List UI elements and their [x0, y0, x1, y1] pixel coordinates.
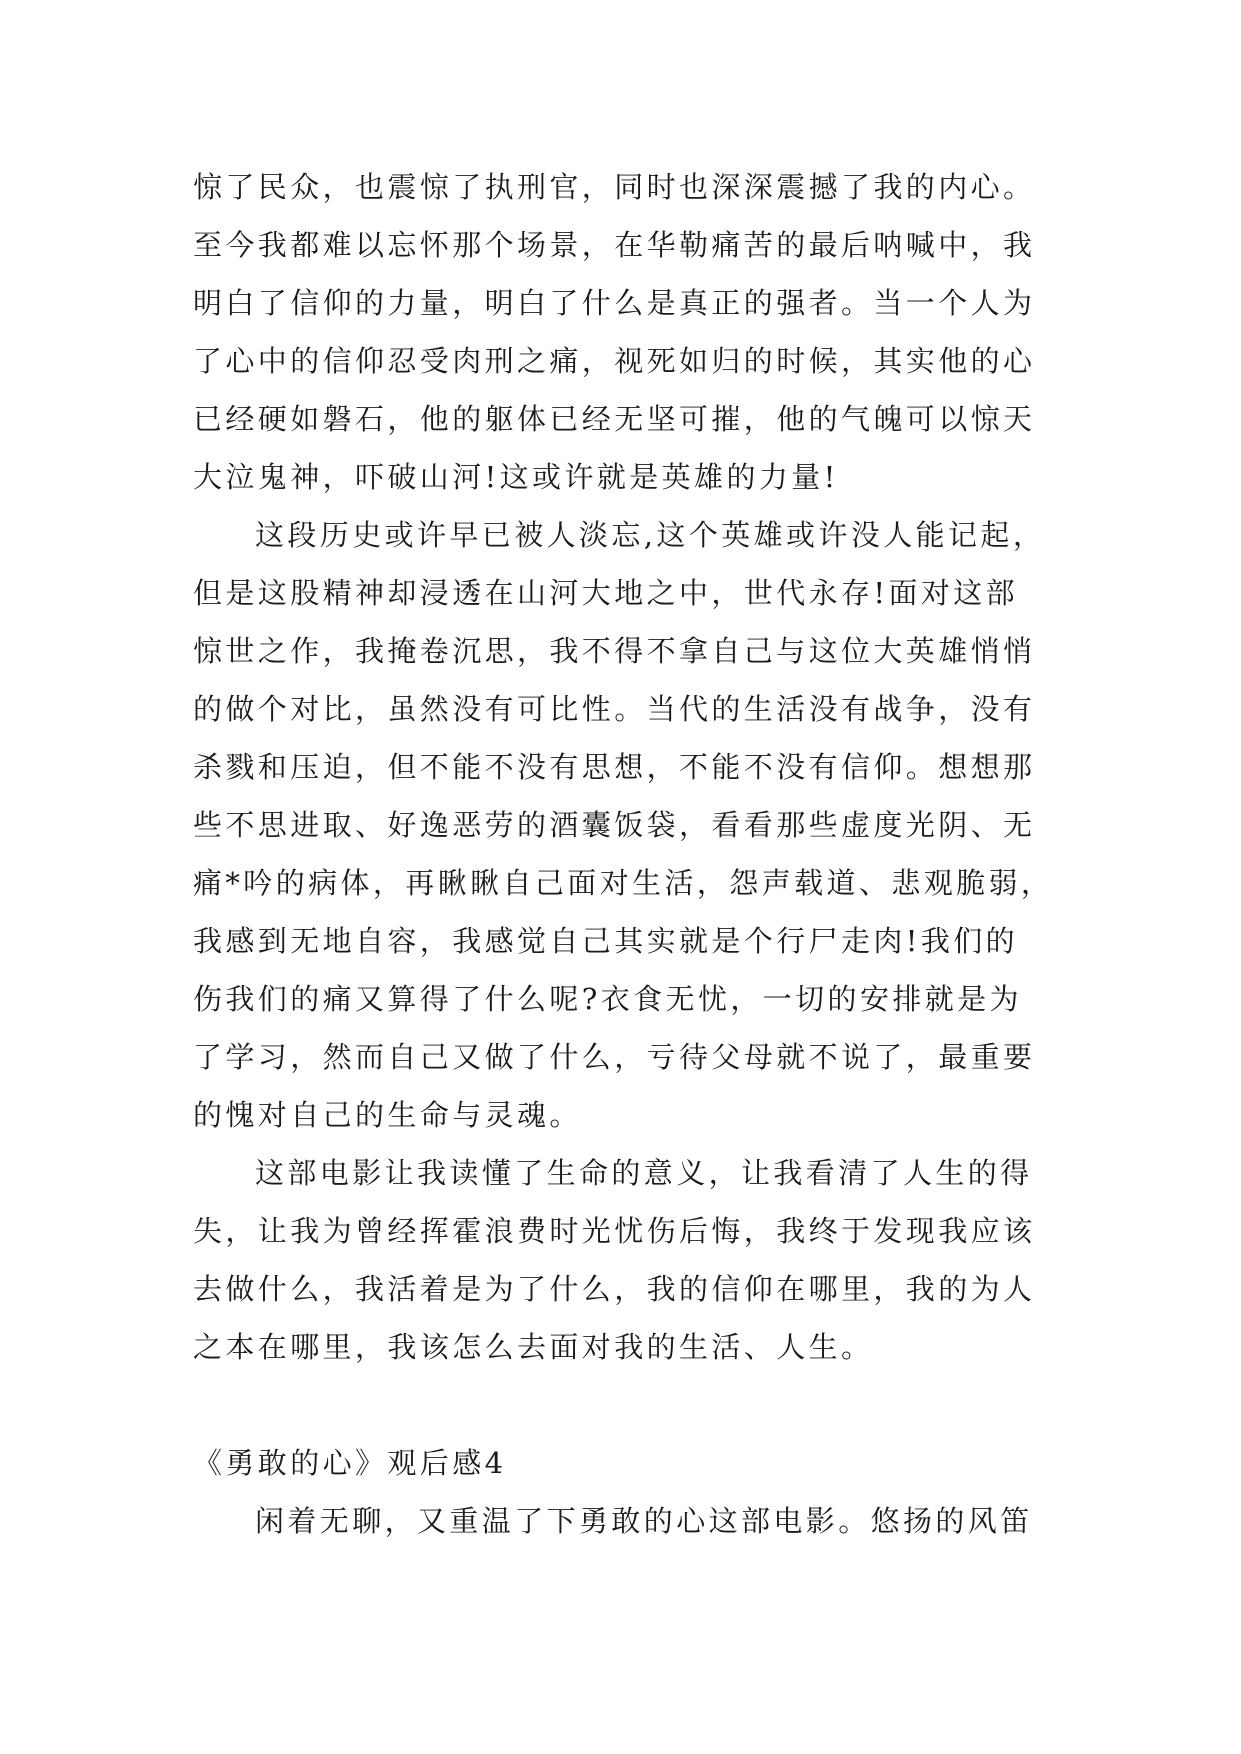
document-body: [193, 158, 1055, 1550]
text-line: 大泣鬼神，吓破山河!这或许就是英雄的力量!: [193, 460, 839, 494]
paragraph-4: [193, 1492, 1055, 1550]
text-line: 了心中的信仰忍受肉刑之痛，视死如归的时候，其实他的心: [193, 344, 1036, 378]
text-line: 已经硬如磐石，他的躯体已经无坚可摧，他的气魄可以惊天: [193, 402, 1036, 436]
text-line: 失，让我为曾经挥霍浪费时光忧伤后悔，我终于发现我应该: [193, 1214, 1036, 1248]
section-heading: 《勇敢的心》观后感4: [193, 1446, 507, 1480]
paragraph-1: [193, 158, 1055, 506]
text-line: 的做个对比，虽然没有可比性。当代的生活没有战争，没有: [193, 692, 1036, 726]
text-line: 的愧对自己的生命与灵魂。: [193, 1098, 582, 1132]
text-line: 这段历史或许早已被人淡忘,这个英雄或许没人能记起，: [255, 518, 1046, 552]
spacer: [193, 1376, 1055, 1434]
paragraph-3: [193, 1144, 1055, 1376]
text-line: 了学习，然而自己又做了什么，亏待父母就不说了，最重要: [193, 1040, 1036, 1074]
text-line: 去做什么，我活着是为了什么，我的信仰在哪里，我的为人: [193, 1272, 1036, 1306]
text-line: 伤我们的痛又算得了什么呢?衣食无忧，一切的安排就是为: [193, 982, 1022, 1016]
text-line: 明白了信仰的力量，明白了什么是真正的强者。当一个人为: [193, 286, 1036, 320]
text-line: 惊世之作，我掩卷沉思，我不得不拿自己与这位大英雄悄悄: [193, 634, 1036, 668]
text-line: 痛*吟的病体，再瞅瞅自己面对生活，怨声载道、悲观脆弱，: [193, 866, 1054, 900]
text-line: 但是这股精神却浸透在山河大地之中，世代永存!面对这部: [193, 576, 1019, 610]
text-line: 之本在哪里，我该怎么去面对我的生活、人生。: [193, 1330, 874, 1364]
text-line: 这部电影让我读懂了生命的意义，让我看清了人生的得: [255, 1156, 1033, 1190]
text-line: 杀戮和压迫，但不能不没有思想，不能不没有信仰。想想那: [193, 750, 1036, 784]
text-line: 闲着无聊，又重温了下勇敢的心这部电影。悠扬的风笛: [255, 1504, 1033, 1538]
text-line: 些不思进取、好逸恶劳的酒囊饭袋，看看那些虚度光阴、无: [193, 808, 1036, 842]
text-line: 至今我都难以忘怀那个场景，在华勒痛苦的最后呐喊中，我: [193, 228, 1036, 262]
paragraph-2: [193, 506, 1055, 1144]
text-line: 我感到无地自容，我感觉自己其实就是个行尸走肉!我们的: [193, 924, 1019, 958]
text-line: 惊了民众，也震惊了执刑官，同时也深深震撼了我的内心。: [193, 170, 1036, 204]
